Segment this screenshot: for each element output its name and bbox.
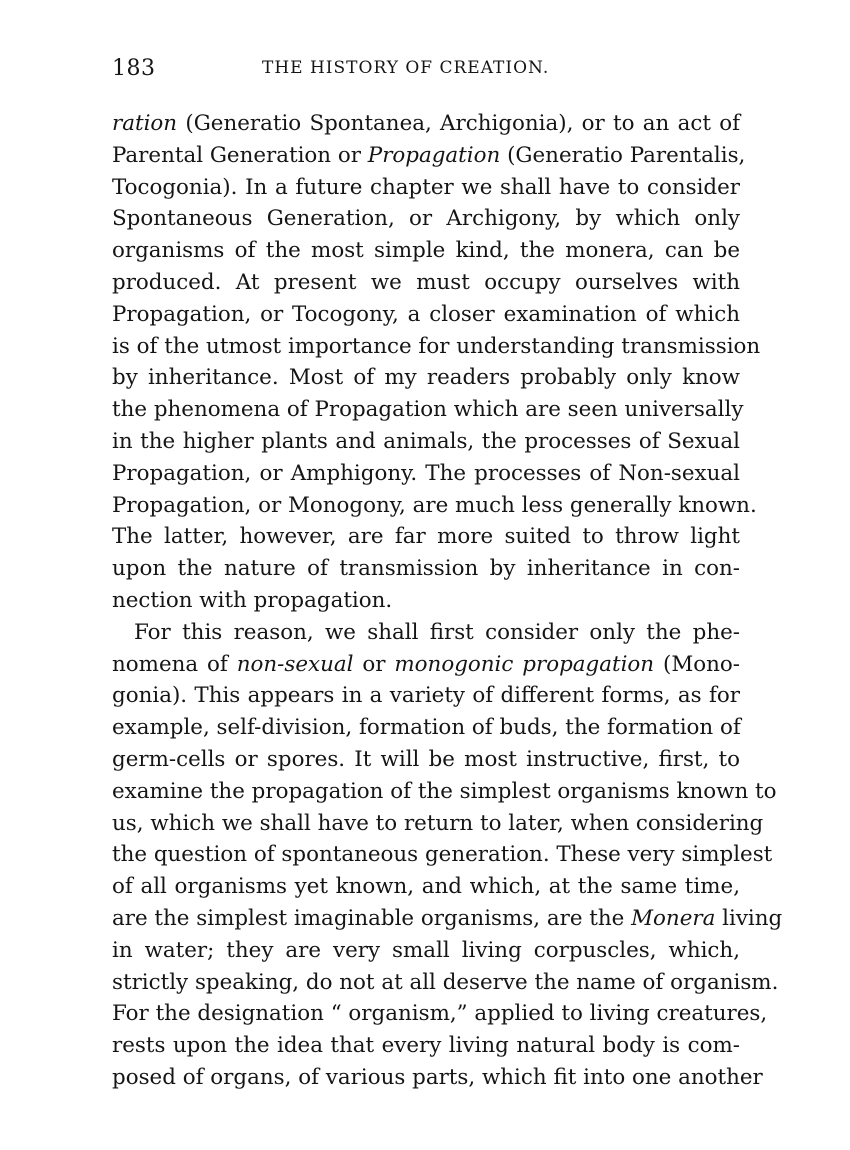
body-text <box>112 108 783 1094</box>
italic-term: ration <box>112 111 178 136</box>
text-line: gonia). This appears in a variety of different forms, as for <box>112 683 740 709</box>
text-line: The latter, however, are far more suited to throw light <box>112 524 740 550</box>
text-line: Propagation, or Tocogony, a closer examination of which <box>112 301 740 327</box>
text-line: nection with propagation. <box>112 587 393 613</box>
text-line: germ-cells or spores. It will be most instructive, first, to <box>112 746 740 772</box>
text-line: Propagation, or Amphigony. The processes of Non-sexual <box>112 460 740 486</box>
italic-term: Propagation <box>367 142 501 168</box>
text-line: example, self-division, formation of buds, the formation of <box>112 715 741 741</box>
text-line: organisms of the most simple kind, the monera, can be <box>112 238 740 264</box>
text-line: in the higher plants and animals, the processes of Sexual <box>112 428 740 454</box>
text-line: are the simplest imaginable organisms, are the Monera living <box>112 905 783 931</box>
text-line: by inheritance. Most of my readers probably only know <box>112 365 740 391</box>
text-line: posed of organs, of various parts, which fit into one another <box>112 1064 763 1090</box>
text-line: Parental Generation or Propagation (Generatio Parentalis, <box>112 142 746 168</box>
text-line: Spontaneous Generation, or Archigony, by which only <box>112 206 740 232</box>
italic-term: monogonic propagation <box>394 651 655 677</box>
text-line: the phenomena of Propagation which are seen universally <box>112 397 744 423</box>
text-line: produced. At present we must occupy ourselves with <box>112 269 740 295</box>
text-line: of all organisms yet known, and which, at the same time, <box>112 874 740 900</box>
text-line: upon the nature of transmission by inheritance in con- <box>112 556 740 582</box>
page-header <box>112 56 740 90</box>
italic-term: Monera <box>631 905 716 931</box>
text-line: Tocogonia). In a future chapter we shall have to consider <box>112 174 740 200</box>
running-title: THE HISTORY OF CREATION. <box>262 58 550 78</box>
text-line: the question of spontaneous generation. These very simplest <box>112 842 773 868</box>
text-line: rests upon the idea that every living natural body is com- <box>112 1033 740 1059</box>
text-line: nomena of non-sexual or monogonic propagation (Mono- <box>112 651 740 677</box>
text-line: us, which we shall have to return to later, when considering <box>112 810 764 836</box>
text-line: examine the propagation of the simplest organisms known to <box>112 778 777 804</box>
text-line: For the designation “ organism,” applied to living creatures, <box>112 1001 768 1027</box>
text-line: in water; they are very small living corpuscles, which, <box>112 937 740 963</box>
text-line: ration (Generatio Spontanea, Archigonia), or to an act of <box>112 111 740 136</box>
text-line: strictly speaking, do not at all deserve the name of organism. <box>112 969 779 995</box>
italic-term: non-sexual <box>236 651 354 677</box>
text-line-paragraph-start: For this reason, we shall first consider only the phe- <box>134 619 740 645</box>
text-line: Propagation, or Monogony, are much less generally known. <box>112 492 757 518</box>
page-number: 183 <box>112 56 156 81</box>
text-line: is of the utmost importance for understanding transmission <box>112 333 761 359</box>
book-page <box>112 56 783 1094</box>
